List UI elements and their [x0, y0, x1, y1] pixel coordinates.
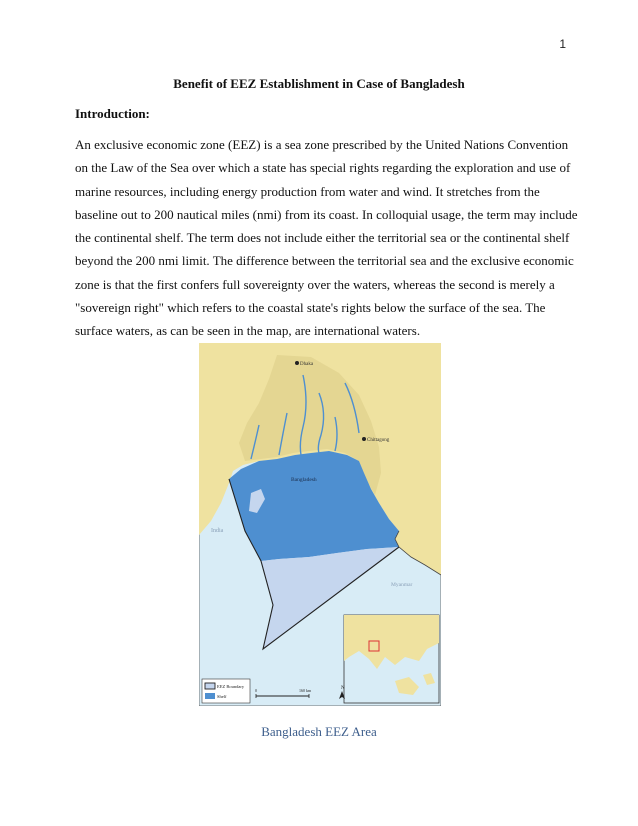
dhaka-label: Dhaka [300, 362, 314, 367]
figure-caption: Bangladesh EEZ Area [261, 724, 377, 739]
legend-eez-label: EEZ Boundary [217, 684, 245, 689]
introduction-paragraph [75, 133, 578, 343]
paragraph-line: "sovereign right" which refers to the coastal state's rights below the surface of the sea. The [75, 300, 546, 316]
paragraph-line: An exclusive economic zone (EEZ) is a sea zone prescribed by the United Nations Convention [75, 137, 569, 152]
paragraph-line: zone is that the first confers full sovereignty over the waters, whereas the second is merely a [75, 276, 555, 292]
paragraph-line: surface waters, as can be seen in the map, are international waters. [75, 323, 421, 339]
page-number: 1 [559, 37, 566, 51]
chittagong-marker [362, 437, 366, 441]
paragraph-line: marine resources, including energy production from water and wind. It stretches from the [75, 183, 540, 199]
document-title: Benefit of EEZ Establishment in Case of Bangladesh [173, 76, 465, 91]
inset-locator-map [344, 615, 439, 703]
legend-eez-swatch [205, 683, 215, 689]
scale-zero-label: 0 [255, 688, 257, 693]
paragraph-line: the continental shelf. The term does not include either the territorial sea or the continental shelf [75, 230, 570, 246]
bangladesh-eez-map [199, 343, 441, 706]
myanmar-label: Myanmar [391, 582, 413, 588]
north-label: N [341, 686, 345, 691]
paragraph-line: beyond the 200 nmi limit. The difference between the territorial sea and the exclusive economic [75, 253, 574, 269]
paragraph-line: on the Law of the Sea over which a state has special rights regarding the exploration and use of [75, 160, 571, 176]
dhaka-marker [295, 361, 299, 365]
scale-distance-label: 160 km [299, 688, 312, 693]
india-label: India [211, 528, 224, 534]
legend-shelf-swatch [205, 693, 215, 699]
section-heading-introduction: Introduction: [75, 106, 150, 121]
paragraph-line: baseline out to 200 nautical miles (nmi) from its coast. In colloquial usage, the term may include [75, 206, 578, 222]
bangladesh-label: Bangladesh [291, 477, 317, 483]
map-legend [202, 679, 250, 703]
legend-shelf-label: Shelf [217, 694, 227, 699]
chittagong-label: Chittagong [367, 438, 390, 443]
